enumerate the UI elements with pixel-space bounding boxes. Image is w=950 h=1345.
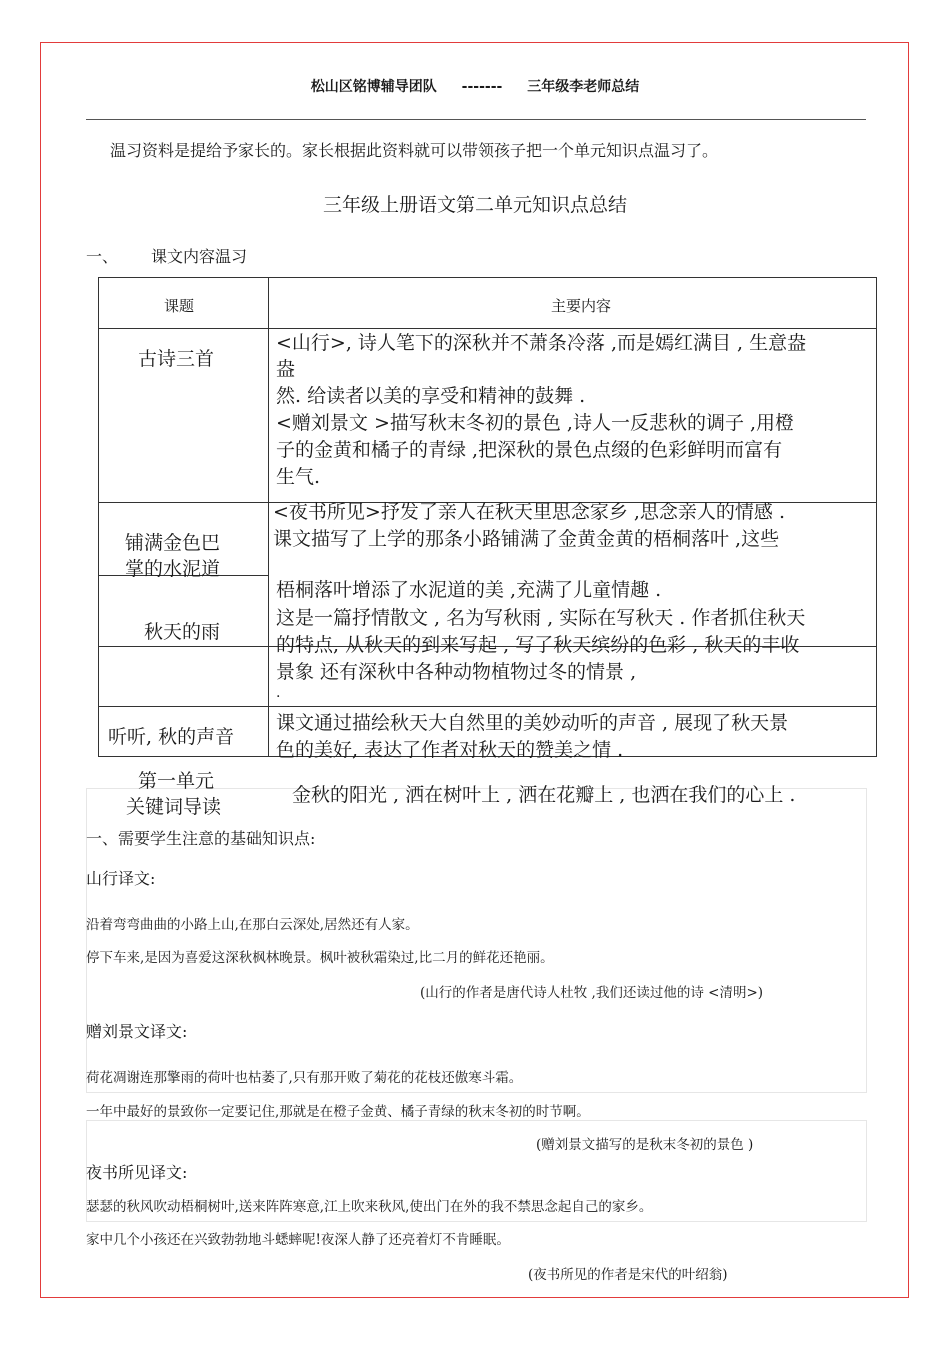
translation-line: 荷花凋谢连那擎雨的荷叶也枯萎了,只有那开败了菊花的花枝还傲寒斗霜。 [86,1070,523,1086]
header-rule [86,119,866,120]
translation-line: 停下车来,是因为喜爱这深秋枫林晚景。枫叶被秋霜染过,比二月的鲜花还艳丽。 [86,950,554,966]
unit-sentence: 金秋的阳光 , 洒在树叶上 , 洒在花瓣上 , 也洒在我们的心上 . [292,784,796,806]
page-title: 三年级上册语文第二单元知识点总结 [322,194,627,216]
table-rule [98,328,877,329]
translation-line: 家中几个小孩还在兴致勃勃地斗蟋蟀呢!夜深人静了还亮着灯不肯睡眠。 [86,1232,510,1248]
col-header-content: 主要内容 [551,297,612,315]
unit-subtitle: 关键词导读 [126,796,222,818]
lesson-content: 课文通过描绘秋天大自然里的美妙动听的声音 , 展现了秋天景 色的美好, 表达了作者对秋天的赞美之情 . [276,712,789,761]
lesson-content: 梧桐落叶增添了水泥道的美 ,充满了儿童情趣 . [276,579,662,601]
lesson-content: 这是一篇抒情散文 , 名为写秋雨 , 实际在写秋天 . 作者抓住秋天 的特点, 从秋天的到来写起 , 写了秋天缤纷的色彩 , 秋天的丰收 景象 还有深秋中各种动物植物过冬的情景 , . [276,607,806,701]
author-note: (山行的作者是唐代诗人杜牧 ,我们还读过他的诗 <清明>) [420,985,764,1001]
lesson-content: <夜书所见>抒发了亲人在秋天里思念家乡 ,思念亲人的情感 . 课文描写了上学的那条小路铺满了金黄金黄的梧桐落叶 ,这些 [273,501,785,550]
section-label: 课文内容温习 [151,247,248,266]
table-rule [98,706,877,707]
header-separator: ------- [461,79,503,95]
translation-title: 山行译文: [86,869,156,888]
translation-title: 夜书所见译文: [86,1163,188,1182]
section-number: 一、 [86,247,119,266]
translation-line: 一年中最好的景致你一定要记住,那就是在橙子金黄、橘子青绿的秋末冬初的时节啊。 [86,1104,590,1120]
lesson-title: 铺满金色巴 掌的水泥道 [125,532,221,580]
page-header [0,76,950,96]
intro-text: 温习资料是提给予家长的。家长根据此资料就可以带领孩子把一个单元知识点温习了。 [110,141,719,160]
lesson-content: 然. 给读者以美的享受和精神的鼓舞 . <赠刘景文 >描写秋末冬初的景色 ,诗人一反悲秋的调子 ,用橙 子的金黄和橘子的青绿 ,把深秋的景色点缀的色彩鲜明而富有 生气. [276,385,795,488]
table-divider [268,277,269,757]
section-heading [86,244,248,267]
translation-line: 沿着弯弯曲曲的小路上山,在那白云深处,居然还有人家。 [86,917,419,933]
translation-line: 瑟瑟的秋风吹动梧桐树叶,送来阵阵寒意,江上吹来秋风,使出门在外的我不禁思念起自己的家乡。 [86,1199,653,1215]
lesson-title: 听听, 秋的声音 [108,726,235,748]
lesson-title: 古诗三首 [138,348,215,370]
header-teacher: 三年级李老师总结 [527,79,640,95]
basics-heading: 一、需要学生注意的基础知识点: [86,829,316,848]
header-team: 松山区铭博辅导团队 [310,79,437,95]
unit-label: 第一单元 [138,770,215,792]
translation-title: 赠刘景文译文: [86,1022,188,1041]
lesson-content: <山行>, 诗人笔下的深秋并不萧条冷落 ,而是嫣红满目 , 生意盎 盎 [276,332,807,380]
lesson-title: 秋天的雨 [144,621,221,643]
col-header-title: 课题 [164,297,195,315]
author-note: (夜书所见的作者是宋代的叶绍翁) [528,1267,728,1283]
author-note: (赠刘景文描写的是秋末冬初的景色 ) [536,1137,754,1153]
